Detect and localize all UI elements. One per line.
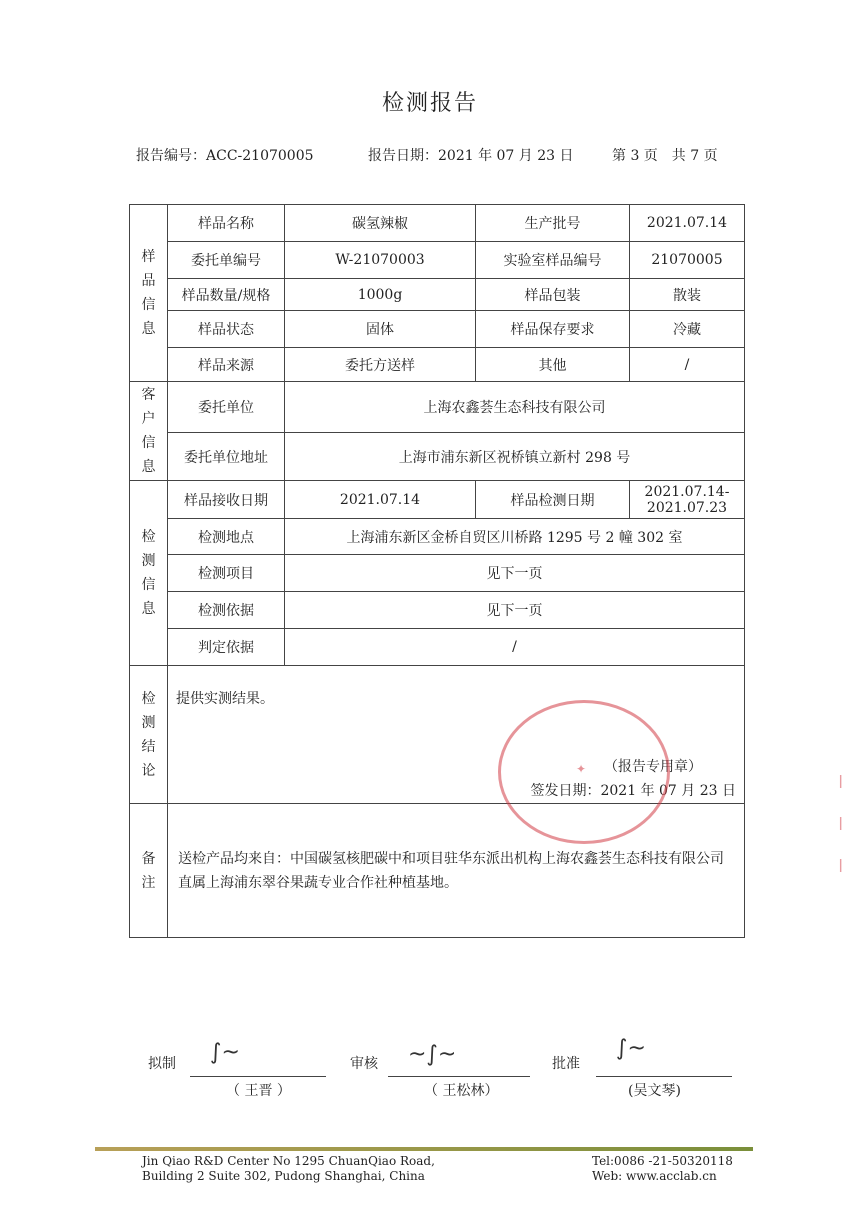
lab-no-value: 21070005: [630, 242, 745, 279]
state-label: 样品状态: [168, 311, 285, 348]
report-date: 报告日期：2021 年 07 月 23 日: [368, 148, 574, 164]
section-sample: 样品信息: [130, 205, 168, 382]
draft-label: 拟制: [148, 1056, 176, 1072]
section-test: 检测信息: [130, 481, 168, 666]
review-name: （ 王松林）: [424, 1083, 499, 1099]
source-value: 委托方送样: [285, 348, 476, 382]
section-remark: 备注: [130, 804, 168, 938]
items-value: 见下一页: [285, 555, 745, 592]
test-date-value: 2021.07.14-2021.07.23: [630, 481, 745, 519]
basis-label: 检测依据: [168, 592, 285, 629]
client-addr-label: 委托单位地址: [168, 433, 285, 481]
place-label: 检测地点: [168, 519, 285, 555]
storage-label: 样品保存要求: [476, 311, 630, 348]
review-label: 审核: [350, 1056, 378, 1072]
remark-text: 送检产品均来自：中国碳氢核肥碳中和项目驻华东派出机构上海农鑫荟生态科技有限公司直属上海浦东翠谷果蔬专业合作社种植基地。: [168, 804, 745, 938]
pack-value: 散装: [630, 279, 745, 311]
section-conclusion: 检测结论: [130, 666, 168, 804]
page-number: 第 3 页 共 7 页: [612, 148, 718, 164]
footer-address: [142, 1154, 435, 1184]
pack-label: 样品包装: [476, 279, 630, 311]
draft-signature: ∫~: [210, 1040, 240, 1065]
footer-tel: Tel:0086 -21-50320118: [592, 1154, 733, 1168]
judge-label: 判定依据: [168, 629, 285, 666]
seal-note: （报告专用章）: [604, 759, 702, 775]
approve-signature: ∫~: [616, 1036, 646, 1061]
recv-label: 样品接收日期: [168, 481, 285, 519]
approve-label: 批准: [552, 1056, 580, 1072]
issue-date: 签发日期：2021 年 07 月 23 日: [530, 783, 736, 799]
qty-value: 1000g: [285, 279, 476, 311]
order-label: 委托单编号: [168, 242, 285, 279]
approve-line: [596, 1076, 732, 1077]
footer-bar: [95, 1147, 753, 1151]
review-line: [388, 1076, 530, 1077]
client-unit-label: 委托单位: [168, 382, 285, 433]
sample-name: 碳氢辣椒: [285, 205, 476, 242]
footer-web: Web: www.acclab.cn: [592, 1169, 717, 1183]
draft-name: （ 王晋 ）: [226, 1083, 291, 1099]
footer-address-line2: Building 2 Suite 302, Pudong Shanghai, China: [142, 1169, 425, 1183]
source-label: 样品来源: [168, 348, 285, 382]
lab-no-label: 实验室样品编号: [476, 242, 630, 279]
footer-address-line1: Jin Qiao R&D Center No 1295 ChuanQiao Road,: [142, 1154, 435, 1168]
review-signature: ~∫~: [408, 1042, 457, 1067]
items-label: 检测项目: [168, 555, 285, 592]
order-value: W-21070003: [285, 242, 476, 279]
stamp-fragment: ǀ ǀ ǀ: [838, 772, 844, 877]
section-client: 客户信息: [130, 382, 168, 481]
page-title: 检测报告: [381, 91, 478, 116]
footer-contact: [592, 1154, 733, 1184]
qty-label: 样品数量/规格: [168, 279, 285, 311]
sample-name-label: 样品名称: [168, 205, 285, 242]
judge-value: /: [285, 629, 745, 666]
batch-label: 生产批号: [476, 205, 630, 242]
test-date-label: 样品检测日期: [476, 481, 630, 519]
storage-value: 冷藏: [630, 311, 745, 348]
basis-value: 见下一页: [285, 592, 745, 629]
client-addr: 上海市浦东新区祝桥镇立新村 298 号: [285, 433, 745, 481]
report-number: 报告编号：ACC-21070005: [136, 148, 314, 164]
other-value: /: [630, 348, 745, 382]
draft-line: [190, 1076, 326, 1077]
state-value: 固体: [285, 311, 476, 348]
client-unit: 上海农鑫荟生态科技有限公司: [285, 382, 745, 433]
conclusion-text: 提供实测结果。: [176, 691, 274, 707]
seal-stamp-text: ✦: [575, 762, 587, 776]
approve-name: (吴文琴): [628, 1083, 681, 1099]
batch-value: 2021.07.14: [630, 205, 745, 242]
other-label: 其他: [476, 348, 630, 382]
recv-value: 2021.07.14: [285, 481, 476, 519]
place-value: 上海浦东新区金桥自贸区川桥路 1295 号 2 幢 302 室: [285, 519, 745, 555]
